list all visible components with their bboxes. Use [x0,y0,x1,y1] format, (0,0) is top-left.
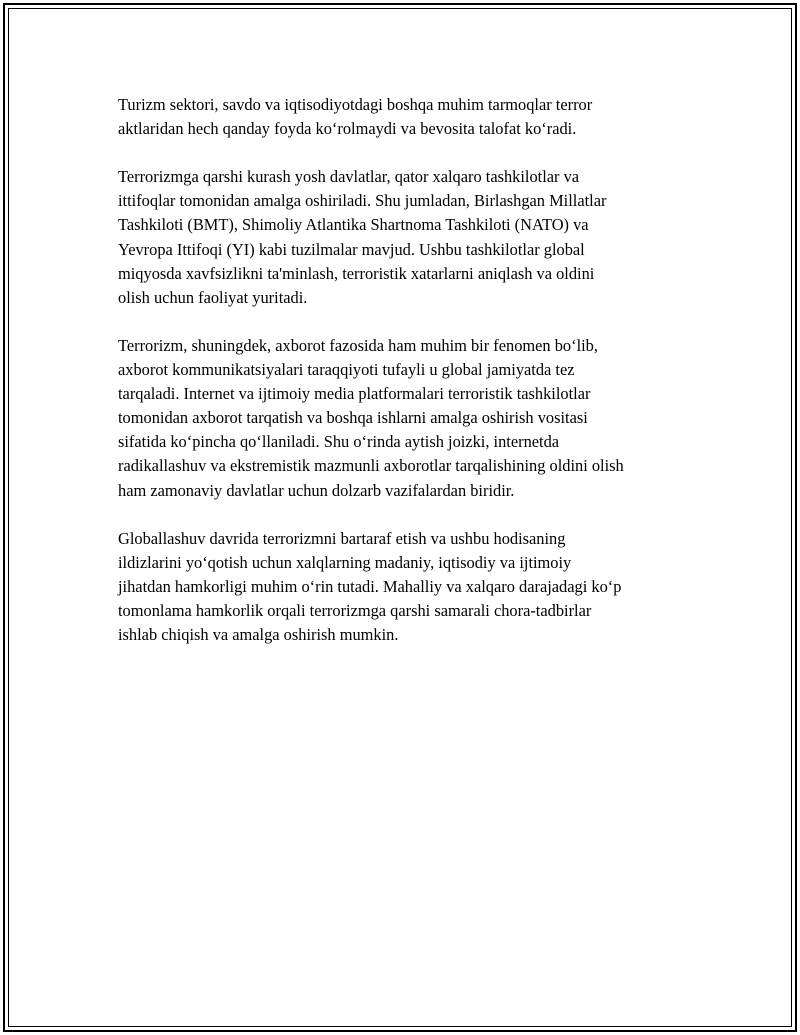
paragraph-3 [118,334,698,503]
paragraph-1 [118,93,698,141]
paragraph-line: aktlaridan hech qanday foyda ko‘rolmaydi va bevosita talofat ko‘radi. [118,119,577,139]
paragraph-2 [118,165,698,310]
paragraph-line: radikallashuv va ekstremistik mazmunli axborotlar tarqalishining oldini olish [118,456,624,476]
paragraph-line: axborot kommunikatsiyalari taraqqiyoti tufayli u global jamiyatda tez [118,360,575,380]
paragraph-line: Tashkiloti (BMT), Shimoliy Atlantika Shartnoma Tashkiloti (NATO) va [118,215,589,235]
paragraph-4 [118,527,698,647]
paragraph-line: tomonidan axborot tarqatish va boshqa ishlarni amalga oshirish vositasi [118,408,588,428]
paragraph-line: tomonlama hamkorlik orqali terrorizmga qarshi samarali chora-tadbirlar [118,600,592,620]
paragraph-line: tarqaladi. Internet va ijtimoiy media platformalari terroristik tashkilotlar [118,384,591,404]
paragraph-line: olish uchun faoliyat yuritadi. [118,287,308,307]
paragraph-line: ittifoqlar tomonidan amalga oshiriladi. Shu jumladan, Birlashgan Millatlar [118,191,607,211]
paragraph-line: Yevropa Ittifoqi (YI) kabi tuzilmalar mavjud. Ushbu tashkilotlar global [118,239,585,259]
paragraph-line: ishlab chiqish va amalga oshirish mumkin. [118,625,399,645]
paragraph-line: Globallashuv davrida terrorizmni bartaraf etish va ushbu hodisaning [118,528,566,548]
paragraph-line: Terrorizmga qarshi kurash yosh davlatlar, qator xalqaro tashkilotlar va [118,167,580,187]
paragraph-line: miqyosda xavfsizlikni ta'minlash, terroristik xatarlarni aniqlash va oldini [118,263,595,283]
paragraph-line: ildizlarini yo‘qotish uchun xalqlarning madaniy, iqtisodiy va ijtimoiy [118,552,572,572]
paragraph-line: Turizm sektori, savdo va iqtisodiyotdagi boshqa muhim tarmoqlar terror [118,95,593,114]
paragraph-line: jihatdan hamkorligi muhim o‘rin tutadi. Mahalliy va xalqaro darajadagi ko‘p [118,576,622,596]
paragraph-line: ham zamonaviy davlatlar uchun dolzarb vazifalardan biridir. [118,480,515,500]
paragraph-line: Terrorizm, shuningdek, axborot fazosida ham muhim bir fenomen bo‘lib, [118,335,598,355]
paragraph-line: sifatida ko‘pincha qo‘llaniladi. Shu o‘rinda aytish joizki, internetda [118,432,560,452]
document-body [118,93,698,671]
